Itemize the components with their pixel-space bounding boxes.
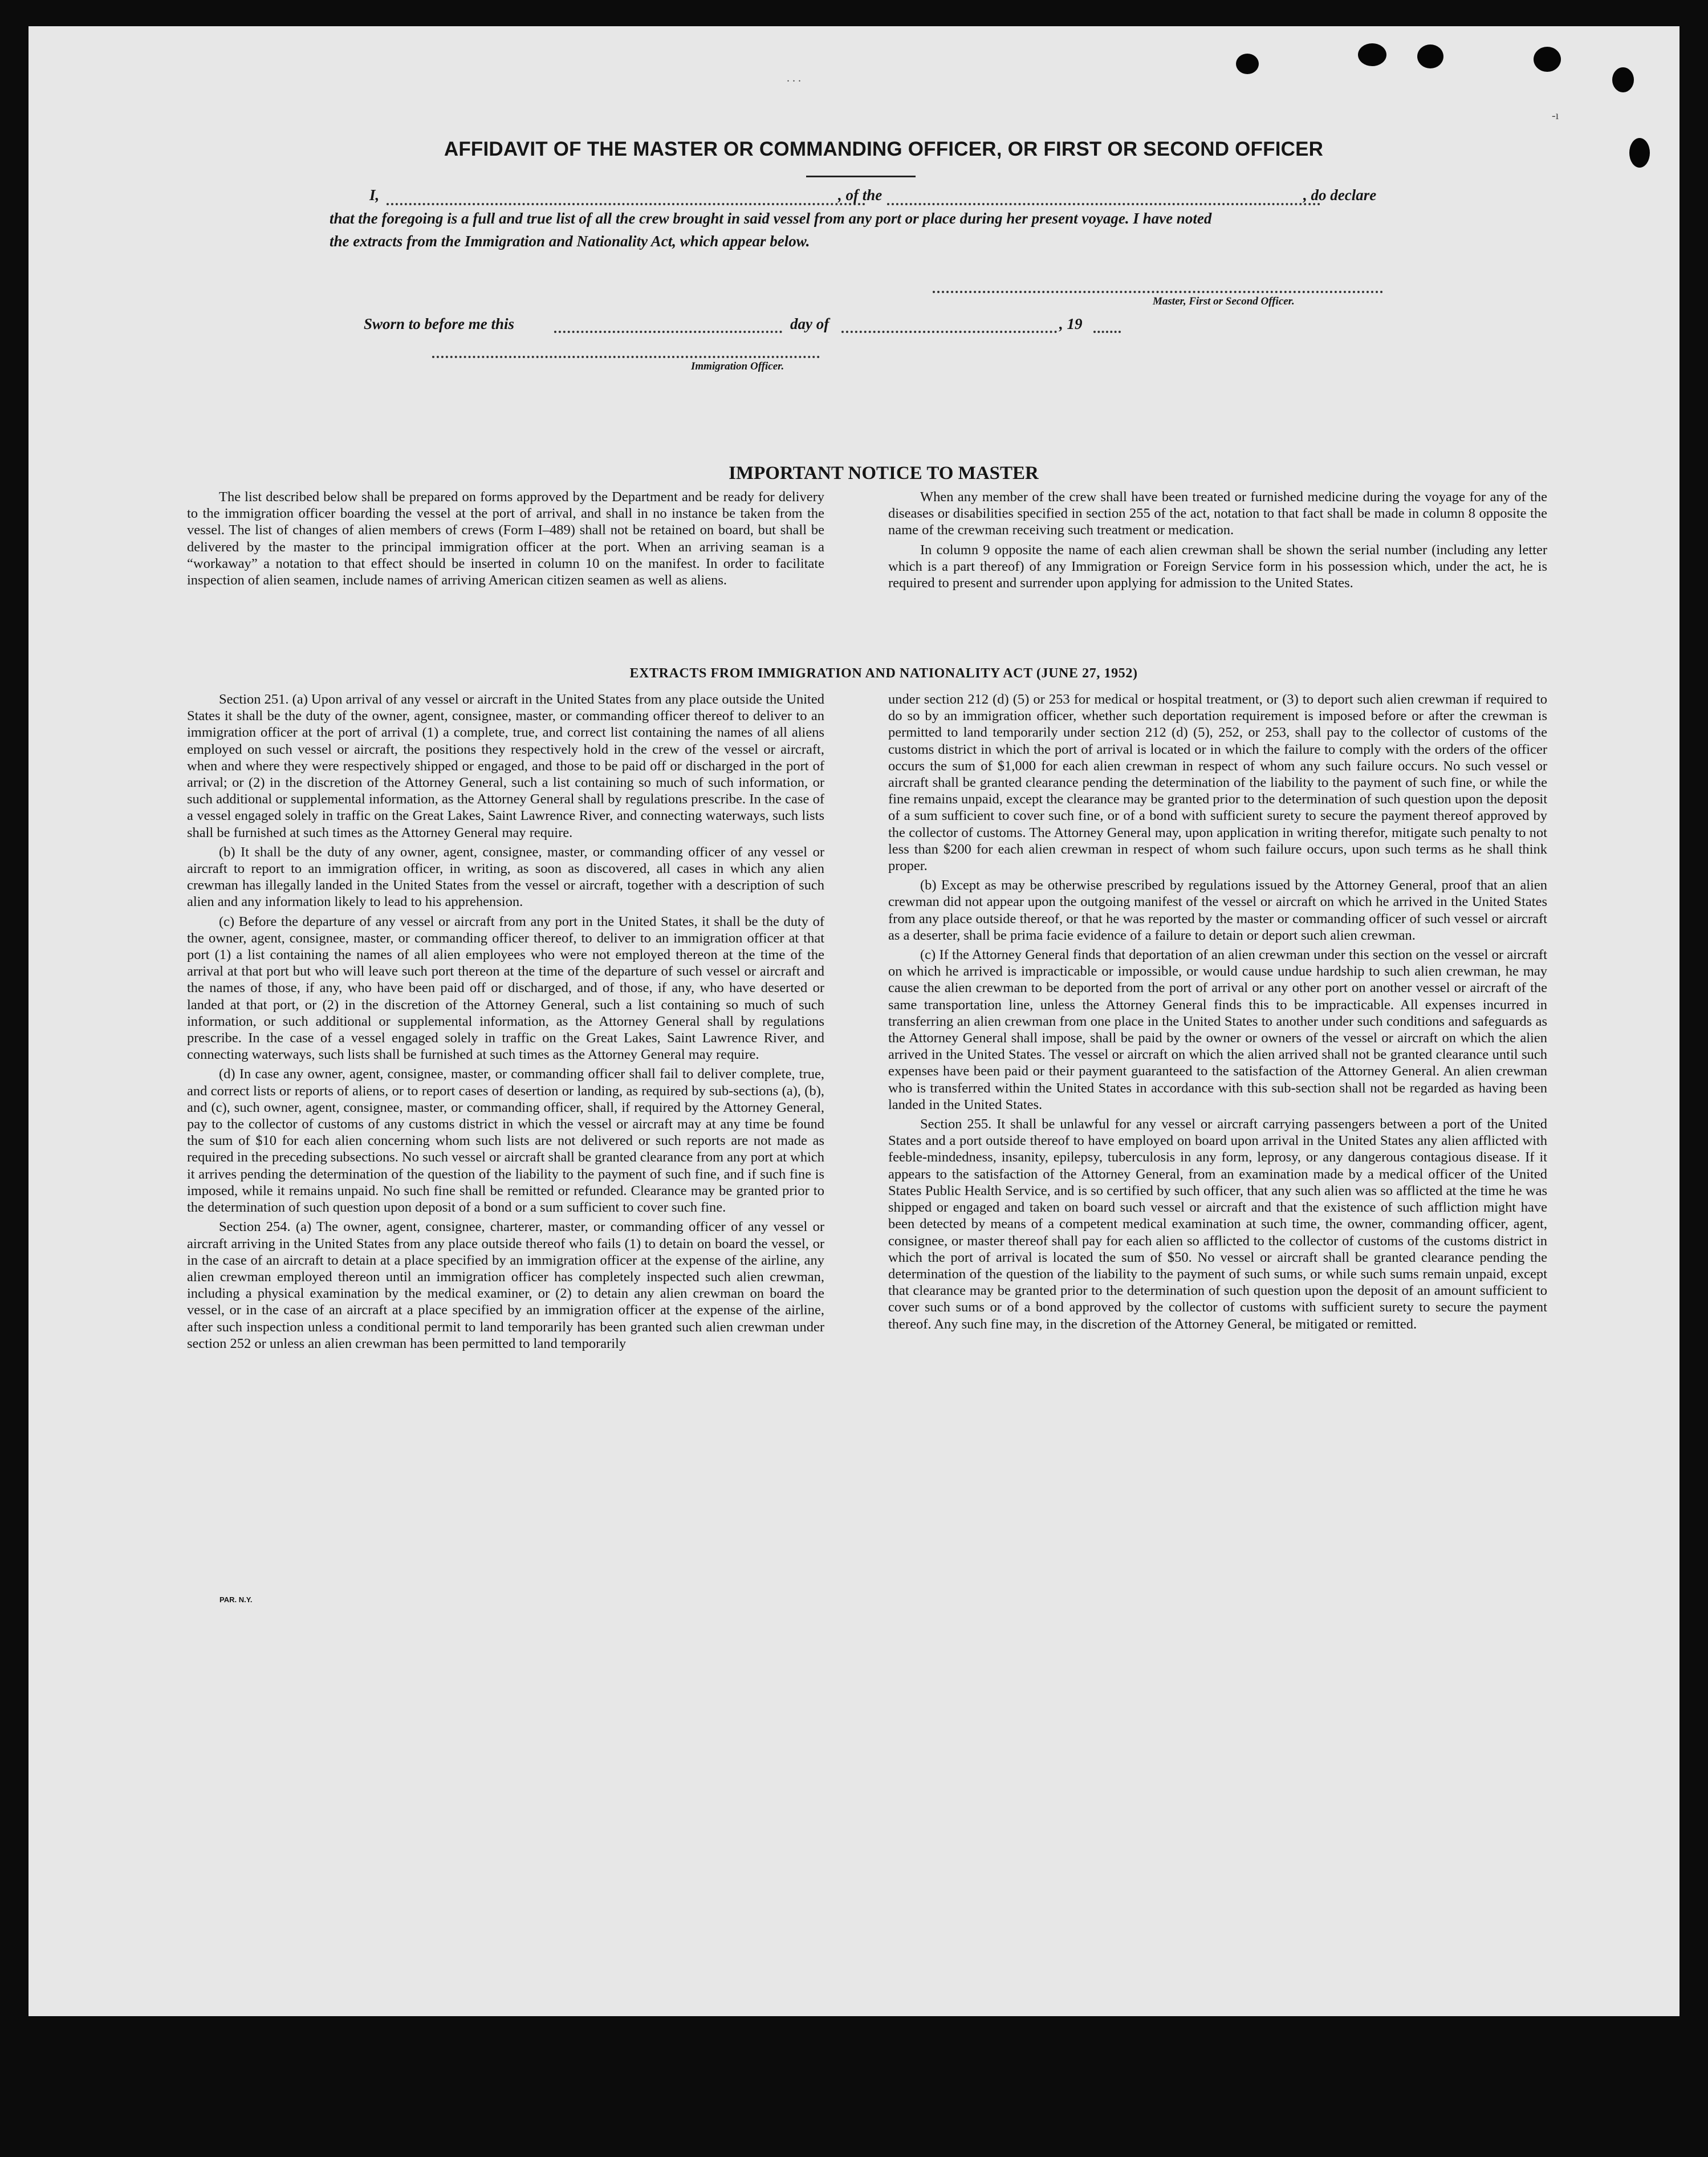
officer-caption: Immigration Officer.	[691, 360, 784, 372]
sworn-day-blank[interactable]	[554, 331, 782, 333]
section-paragraph: (b) It shall be the duty of any owner, agent, consignee, master, or commanding officer of any vessel or aircraft to report to an immigration officer, in writing, as soon as discovered, all cases in which any alien crewman has illegally landed in the United States from the vessel or aircraft, together with a description of such alien and any information likely to lead to his apprehension.	[187, 844, 824, 910]
affidavit-do-declare-label: , do declare	[1303, 186, 1377, 204]
notice-paragraph: The list described below shall be prepared on forms approved by the Department and be ready for delivery to the immigration officer boarding the vessel at the port of arrival, and shall in no instance be taken from the vessel. The list of changes of alien members of crews (Form I–489) shall not be retained on board, but shall be delivered by the master to the principal immigration officer at the port. When an arriving seaman is a “workaway” a notation to that effect should be inserted in column 10 on the manifest. In order to facilitate inspection of alien seamen, include names of arriving American citizen seamen as well as aliens.	[187, 489, 824, 588]
notice-right-column	[888, 489, 1547, 594]
notice-paragraph: In column 9 opposite the name of each alien crewman shall be shown the serial number (including any letter which is a part thereof) of any Immigration or Foreign Service form in his possession which, under the act, he is required to present and surrender upon applying for admission to the United States.	[888, 542, 1547, 591]
section-paragraph: Section 254. (a) The owner, agent, consignee, charterer, master, or commanding officer of any vessel or aircraft arriving in the United States from any place outside thereof who fails (1) to detain on board the vessel, or in the case of an aircraft to detain at a place specified by an immigration officer at the expense of the airline, any alien crewman employed thereon until an immigration officer has completely inspected such alien crewman, including a physical examination by the medical examiner, or (2) to detain any alien crewman on board the vessel, or in the case of an aircraft at a place specified by an immigration officer at the expense of the airline, after such inspection unless a conditional permit to land temporarily has been granted such alien crewman under section 252 or unless an alien crewman has been permitted to land temporarily	[187, 1219, 824, 1351]
affidavit-title: AFFIDAVIT OF THE MASTER OR COMMANDING OFFICER, OR FIRST OR SECOND OFFICER	[444, 138, 1324, 160]
name-blank[interactable]	[387, 203, 865, 205]
affidavit-statement-line: that the foregoing is a full and true list of all the crew brought in said vessel from any port or place during her present voyage. I have noted	[330, 210, 1212, 227]
printer-mark: PAR. N.Y.	[219, 1595, 253, 1604]
sworn-label: Sworn to before me this	[364, 315, 515, 332]
master-signature-line[interactable]	[933, 291, 1383, 293]
section-paragraph: Section 255. It shall be unlawful for any vessel or aircraft carrying passengers between a port of the United States and a port outside thereof to have employed on board upon arrival in the United States any alien afflicted with feeble-mindedness, insanity, epilepsy, tuberculosis in any form, leprosy, or any dangerous contagious disease. If it appears to the satisfaction of the Attorney General, from an examination made by a medical officer of the United States Public Health Service, and is so certified by such officer, that any such alien was so afflicted at the time he was shipped or engaged and taken on board such vessel or aircraft and that the existence of such affliction might have been detected by means of a competent medical examination at such time, the owner, commanding officer, agent, consignee, or master thereof shall pay for each alien so afflicted to the collector of customs of the customs district in which the port of arrival is located the sum of $50. No vessel or aircraft shall be granted clearance pending the determination of the question of the liability to the payment of such sums, or while such sums remain unpaid, except that clearance may be granted prior to the determination of such question upon the deposit of an amount sufficient to cover such sums or of a bond approved by the collector of customs with sufficient surety to secure the payment thereof. Any such fine may, in the discretion of the Attorney General, be mitigated or remitted.	[888, 1116, 1547, 1332]
year-label: , 19	[1059, 315, 1083, 332]
stray-mark: -ı	[1552, 109, 1559, 122]
section-paragraph: under section 212 (d) (5) or 253 for medical or hospital treatment, or (3) to deport such alien crewman if required to do so by an immigration officer, whether such deportation requirement is imposed before or after the crewman is permitted to land temporarily under section 212 (d) (5), 252, or 253, shall pay to the collector of customs of the customs district in which the port of arrival is located or in which the failure to comply with the orders of the officer occurs the sum of $1,000 for each alien crewman in respect of whom any such failure occurs. No such vessel or aircraft shall be granted clearance pending the determination of the liability to the payment of such fine, or while the fine remains unpaid, except the clearance may be granted prior to the determination of such question upon the deposit of a sum sufficient to cover such fine, or of a bond with sufficient surety to secure the payment thereof approved by the collector of customs. The Attorney General may, upon application in writing therefor, mitigate such penalty to not less than $200 for each alien crewman in respect of whom such failure occurs, upon such terms as he shall think proper.	[888, 692, 1547, 874]
section-paragraph: Section 251. (a) Upon arrival of any vessel or aircraft in the United States from any place outside the United States it shall be the duty of the owner, agent, consignee, master, or commanding officer thereof to deliver to an immigration officer at the port of arrival (1) a complete, true, and correct list containing the names of all aliens employed on such vessel or aircraft, the positions they respectively hold in the crew of the vessel or aircraft, when and where they were respectively shipped or engaged, and those to be paid off or discharged in the port of arrival; or (2) in the discretion of the Attorney General, such a list containing so much of such information, or such additional or supplemental information, as the Attorney General shall by regulations prescribe. In the case of a vessel engaged solely in traffic on the Great Lakes, Saint Lawrence River, and connecting waterways, such lists shall be furnished at such times as the Attorney General may require.	[187, 692, 824, 840]
extracts-title: EXTRACTS FROM IMMIGRATION AND NATIONALITY ACT (JUNE 27, 1952)	[629, 666, 1138, 681]
notice-paragraph: When any member of the crew shall have been treated or furnished medicine during the voyage for any of the diseases or disabilities specified in section 255 of the act, notation to that fact shall be made in column 8 opposite the name of the crewman receiving such treatment or medication.	[888, 489, 1547, 538]
extracts-right-column	[888, 691, 1547, 1335]
affidavit-i-label: I,	[369, 186, 380, 204]
section-paragraph: (c) If the Attorney General finds that deportation of an alien crewman under this section on the vessel or aircraft on which he arrived is impracticable or impossible, or would cause undue hardship to such alien crewman, he may cause the alien crewman to be deported from the port of arrival or any other port on another vessel or aircraft of the same transportation line, unless the Attorney General finds this to be impracticable. All expenses incurred in transferring an alien crewman from one place in the United States to another under such conditions and safeguards as the Attorney General shall impose, shall be paid by the owner or owners of the vessel or aircraft on which the alien arrived in the United States. The vessel or aircraft on which the alien arrived shall not be granted clearance until such expenses have been paid or their payment guaranteed to the satisfaction of the Attorney General. An alien crewman who is transferred within the United States in accordance with this sub-section shall not be regarded as having been landed in the United States.	[888, 947, 1547, 1112]
affidavit-of-the-label: , of the	[838, 186, 883, 204]
section-paragraph: (b) Except as may be otherwise prescribed by regulations issued by the Attorney General, proof that an alien crewman did not appear upon the outgoing manifest of the vessel or aircraft on which he arrived in the United States from any place outside thereof, or that he was reported by the master or commanding officer of such vessel or aircraft as a deserter, shall be prima facie evidence of a failure to detain or deport such alien crewman.	[888, 878, 1547, 943]
title-underline	[806, 176, 916, 177]
officer-signature-line[interactable]	[432, 356, 820, 358]
notice-left-column	[187, 489, 824, 591]
sworn-month-blank[interactable]	[841, 331, 1057, 333]
sworn-year-blank[interactable]	[1093, 331, 1121, 333]
section-paragraph: (d) In case any owner, agent, consignee, master, or commanding officer shall fail to deliver complete, true, and correct lists or reports of aliens, or to report cases of desertion or landing, as required by sub-sections (a), (b), and (c), such owner, agent, consignee, master, or commanding officer, shall, if required by the Attorney General, pay to the collector of customs of any customs district in which the vessel or aircraft may at any time be found the sum of $10 for each alien concerning whom such lists are not delivered or such reports are not made as required in the preceding subsections. No such vessel or aircraft shall be granted clearance from any port at which it arrives pending the determination of the question of the liability to the payment of such fine, and if such fine is imposed, while it remains unpaid. No such fine shall be remitted or refunded. Clearance may be granted prior to the determination of such question upon deposit of a bond or a sum sufficient to cover such fine.	[187, 1066, 824, 1216]
notice-title: IMPORTANT NOTICE TO MASTER	[729, 463, 1039, 484]
form-page	[29, 26, 1679, 2016]
master-caption: Master, First or Second Officer.	[1153, 295, 1295, 307]
stray-mark: . . .	[787, 72, 801, 84]
extracts-left-column	[187, 691, 824, 1355]
section-paragraph: (c) Before the departure of any vessel or aircraft from any port in the United States, it shall be the duty of the owner, agent, consignee, master, or commanding officer thereof, to deliver to an immigration officer at that port (1) a list containing the names of all alien employees who were not employed thereon at the time of the arrival at that port but who will leave such port thereon at the time of the departure of such vessel or aircraft and the names of those, if any, who have been paid off or discharged, and of those, if any, who have deserted or landed at that port, or (2) in the discretion of the Attorney General, such a list containing so much of such information, or such additional or supplemental information, as the Attorney General shall by regulations prescribe. In the case of a vessel engaged solely in traffic on the Great Lakes, Saint Lawrence River, and connecting waterways, such lists shall be furnished at such times as the Attorney General may require.	[187, 913, 824, 1063]
vessel-blank[interactable]	[887, 203, 1320, 205]
day-of-label: day of	[790, 315, 829, 332]
affidavit-statement-line-2: the extracts from the Immigration and Nationality Act, which appear below.	[330, 233, 810, 250]
